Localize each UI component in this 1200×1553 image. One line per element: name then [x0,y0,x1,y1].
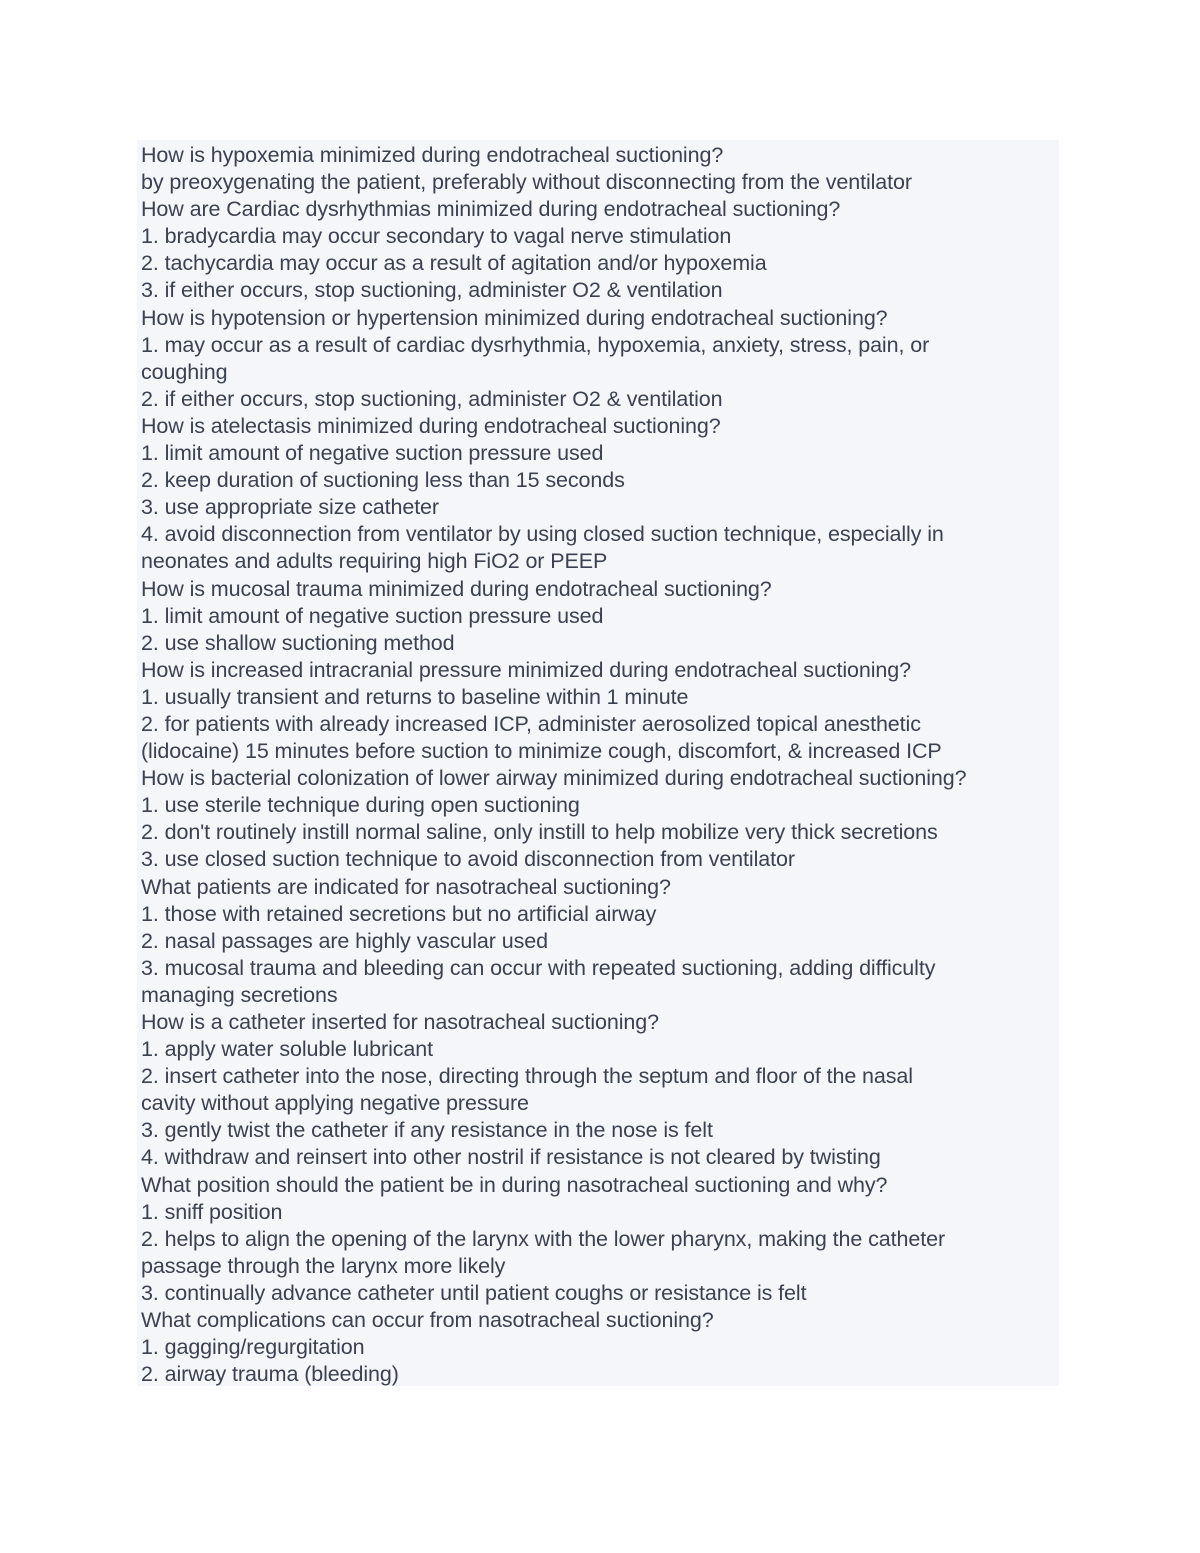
question-line: How is hypoxemia minimized during endotracheal suctioning? [141,143,724,167]
question-line: How is a catheter inserted for nasotracheal suctioning? [141,1010,659,1034]
question-line: What patients are indicated for nasotracheal suctioning? [141,874,671,899]
answer-line: 2. use shallow suctioning method [141,630,455,655]
answer-line: 3. if either occurs, stop suctioning, administer O2 & ventilation [141,278,723,303]
question-line: How is bacterial colonization of lower airway minimized during endotracheal suctioning? [141,766,967,791]
study-notes-block [137,140,1059,1386]
answer-line: 1. limit amount of negative suction pressure used [141,603,604,628]
answer-line: cavity without applying negative pressure [141,1091,529,1116]
answer-line: 3. use closed suction technique to avoid disconnection from ventilator [141,847,795,872]
question-line: How are Cardiac dysrhythmias minimized during endotracheal suctioning? [141,197,841,222]
answer-line: 4. avoid disconnection from ventilator by using closed suction technique, especially in [141,522,944,547]
answer-line: coughing [141,359,228,384]
answer-line: 2. airway trauma (bleeding) [141,1362,399,1387]
answer-line: 4. withdraw and reinsert into other nostril if resistance is not cleared by twisting [141,1145,881,1170]
question-line: How is increased intracranial pressure minimized during endotracheal suctioning? [141,657,911,682]
answer-line: 2. tachycardia may occur as a result of agitation and/or hypoxemia [141,251,767,276]
answer-line: by preoxygenating the patient, preferably without disconnecting from the ventilator [141,170,912,195]
answer-line: 3. gently twist the catheter if any resistance in the nose is felt [141,1118,713,1143]
answer-line: 3. use appropriate size catheter [141,495,439,520]
answer-line: 2. if either occurs, stop suctioning, administer O2 & ventilation [141,386,723,411]
question-line: What complications can occur from nasotracheal suctioning? [141,1308,714,1333]
answer-line: 1. those with retained secretions but no artificial airway [141,901,657,926]
answer-line: 1. usually transient and returns to baseline within 1 minute [141,684,689,709]
answer-line: managing secretions [141,982,338,1007]
answer-line: 1. gagging/regurgitation [141,1335,365,1360]
question-line: What position should the patient be in during nasotracheal suctioning and why? [141,1172,888,1197]
answer-line: 2. keep duration of suctioning less than 15 seconds [141,468,625,493]
answer-line: 2. nasal passages are highly vascular used [141,928,548,953]
answer-line: 2. helps to align the opening of the larynx with the lower pharynx, making the catheter [141,1226,946,1251]
answer-line: (lidocaine) 15 minutes before suction to minimize cough, discomfort, & increased ICP [141,739,942,764]
answer-line: 1. limit amount of negative suction pressure used [141,441,604,466]
answer-line: 3. continually advance catheter until patient coughs or resistance is felt [141,1280,807,1305]
answer-line: 2. for patients with already increased ICP, administer aerosolized topical anesthetic [141,711,921,736]
answer-line: 2. insert catheter into the nose, directing through the septum and floor of the nasal [141,1064,913,1089]
answer-line: 3. mucosal trauma and bleeding can occur with repeated suctioning, adding difficulty [141,955,936,980]
answer-line: 1. use sterile technique during open suctioning [141,793,580,818]
answer-line: 1. sniff position [141,1199,283,1224]
answer-line: neonates and adults requiring high FiO2 or PEEP [141,549,608,574]
question-line: How is hypotension or hypertension minimized during endotracheal suctioning? [141,305,888,330]
answer-line: 2. don't routinely instill normal saline, only instill to help mobilize very thick secretions [141,820,938,845]
question-line: How is atelectasis minimized during endotracheal suctioning? [141,413,721,438]
answer-line: 1. bradycardia may occur secondary to vagal nerve stimulation [141,224,732,249]
answer-line: passage through the larynx more likely [141,1253,506,1278]
answer-line: 1. apply water soluble lubricant [141,1037,433,1062]
answer-line: 1. may occur as a result of cardiac dysrhythmia, hypoxemia, anxiety, stress, pain, or [141,332,930,357]
question-line: How is mucosal trauma minimized during endotracheal suctioning? [141,576,772,601]
